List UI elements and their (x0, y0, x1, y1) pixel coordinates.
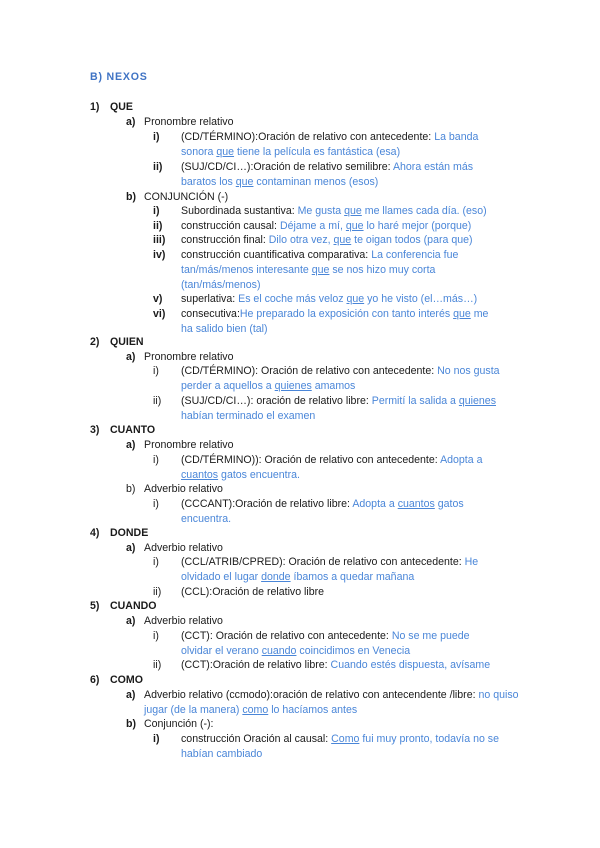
item-label: a) (126, 116, 136, 128)
example-text: amamos (311, 380, 356, 392)
example-text: No nos gusta perder a aquellos a (181, 365, 500, 392)
example-text: gatos encuentra. (181, 498, 464, 525)
item-label: ii) (153, 659, 162, 671)
heading-text: DONDE (110, 527, 149, 539)
example-text: He olvidado el lugar (181, 556, 479, 583)
item-label: i) (153, 365, 159, 377)
example-text: habían terminado el examen (181, 410, 316, 422)
item-label: ii) (153, 395, 162, 407)
example-text: Cuando estés dispuesta, avísame (330, 659, 491, 671)
item-label: a) (126, 542, 136, 554)
item-description: Adverbio relativo (ccmodo):oración de relativo con antecendente /libre: (144, 689, 479, 701)
item-text: Adverbio relativo (144, 483, 223, 495)
item-label: ii) (153, 161, 163, 173)
item-description: (SUJ/CD/CI…): oración de relativo libre: (181, 395, 372, 407)
item-label: i) (153, 733, 160, 745)
item-label: a) (126, 689, 136, 701)
heading-number: 5) (90, 600, 100, 612)
item-description: construcción causal: (181, 220, 280, 232)
heading-number: 4) (90, 527, 100, 539)
example-text: Dilo otra vez, (268, 234, 334, 246)
example-nexus: como (242, 704, 269, 716)
example-nexus: que (311, 264, 330, 276)
item-label: i) (153, 498, 159, 510)
example-nexus: quienes (274, 380, 312, 392)
item-label: i) (153, 630, 159, 642)
example-text: La banda sonora (181, 131, 479, 158)
example-text: se nos hizo muy corta (tan/más/menos) (181, 264, 436, 291)
item-description: (CCT): Oración de relativo con antecedente: (181, 630, 392, 642)
item-description: (CD/TÉRMINO): Oración de relativo con antecedente: (181, 365, 438, 377)
item-label: a) (126, 439, 136, 451)
example-text: No se me puede olvidar el verano (181, 630, 470, 657)
heading-text: CUANTO (110, 424, 156, 436)
example-text: Adopta a (352, 498, 398, 510)
example-nexus: Como (331, 733, 360, 745)
example-nexus: cuantos (397, 498, 435, 510)
item-text: Adverbio relativo (144, 615, 223, 627)
example-text: lo hacíamos antes (268, 704, 358, 716)
item-label: ii) (153, 220, 163, 232)
example-nexus: cuantos (181, 469, 219, 481)
example-text: He preparado la exposición con tanto interés (239, 308, 454, 320)
example-nexus: que (453, 308, 471, 320)
item-label: iii) (153, 234, 166, 246)
example-nexus: que (235, 176, 254, 188)
heading-number: 2) (90, 336, 100, 348)
item-description: (CCL):Oración de relativo libre (181, 586, 325, 598)
example-text: Me gusta (297, 205, 345, 217)
item-label: b) (126, 483, 136, 495)
item-description: (CD/TÉRMINO):Oración de relativo con antecedente: (181, 131, 435, 143)
example-text: Ahora están más baratos los (181, 161, 474, 188)
item-label: a) (126, 351, 136, 363)
item-label: i) (153, 205, 160, 217)
item-description: (CCL/ATRIB/CPRED): Oración de relativo con antecedente: (181, 556, 465, 568)
item-description: construcción final: (181, 234, 269, 246)
item-label: b) (126, 191, 136, 203)
item-text: CONJUNCIÓN (-) (144, 191, 229, 203)
item-description: (CCCANT):Oración de relativo libre: (181, 498, 353, 510)
item-description: (CD/TÉRMINO)): Oración de relativo con antecedente: (181, 454, 441, 466)
item-text: Pronombre relativo (144, 116, 234, 128)
example-nexus: que (216, 146, 235, 158)
example-text: La conferencia fue tan/más/menos interesante (181, 249, 459, 276)
item-label: vi) (153, 308, 166, 320)
example-nexus: quienes (458, 395, 496, 407)
section-title: B) NEXOS (90, 71, 148, 83)
example-nexus: donde (261, 571, 291, 583)
example-text: gatos encuentra. (218, 469, 300, 481)
heading-text: QUE (110, 101, 133, 113)
example-text: no quiso jugar (de la manera) (144, 689, 519, 716)
heading-text: QUIEN (110, 336, 144, 348)
example-text: te oigan todos (para que) (351, 234, 473, 246)
example-text: me ha salido bien (tal) (181, 308, 489, 335)
item-description: construcción cuantificativa comparativa: (181, 249, 372, 261)
heading-number: 3) (90, 424, 100, 436)
item-label: v) (153, 293, 163, 305)
item-text: Conjunción (-): (144, 718, 214, 730)
item-text: Pronombre relativo (144, 439, 234, 451)
example-text: tiene la película es fantástica (esa) (234, 146, 401, 158)
example-text: fui muy pronto, todavía no se habían cambiado (181, 733, 499, 760)
item-label: b) (126, 718, 136, 730)
example-text: íbamos a quedar mañana (290, 571, 415, 583)
example-text: lo haré mejor (porque) (363, 220, 472, 232)
item-label: i) (153, 454, 159, 466)
item-text: Pronombre relativo (144, 351, 234, 363)
heading-number: 1) (90, 101, 100, 113)
example-text: Es el coche más veloz (238, 293, 347, 305)
example-nexus: cuando (261, 645, 297, 657)
example-text: Adopta a (440, 454, 483, 466)
item-label: iv) (153, 249, 166, 261)
example-nexus: que (333, 234, 352, 246)
item-label: i) (153, 131, 160, 143)
item-label: a) (126, 615, 136, 627)
example-nexus: que (344, 205, 362, 217)
item-description: (CCT):Oración de relativo libre: (181, 659, 331, 671)
item-description: superlativa: (181, 293, 239, 305)
item-text: Adverbio relativo (144, 542, 223, 554)
example-nexus: que (345, 220, 364, 232)
item-label: i) (153, 556, 159, 568)
example-nexus: que (346, 293, 365, 305)
example-text: me llames cada día. (eso) (361, 205, 487, 217)
item-description: consecutiva: (181, 308, 240, 320)
item-description: construcción Oración al causal: (181, 733, 332, 745)
example-text: yo he visto (el…más…) (364, 293, 478, 305)
item-description: Subordinada sustantiva: (181, 205, 298, 217)
heading-number: 6) (90, 674, 100, 686)
heading-text: COMO (110, 674, 143, 686)
item-description: (SUJ/CD/CI…):Oración de relativo semilibre: (181, 161, 393, 173)
heading-text: CUANDO (110, 600, 157, 612)
example-text: coincidimos en Venecia (296, 645, 411, 657)
example-text: Permití la salida a (371, 395, 459, 407)
item-label: ii) (153, 586, 162, 598)
example-text: Déjame a mí, (279, 220, 346, 232)
example-text: contaminan menos (esos) (253, 176, 379, 188)
